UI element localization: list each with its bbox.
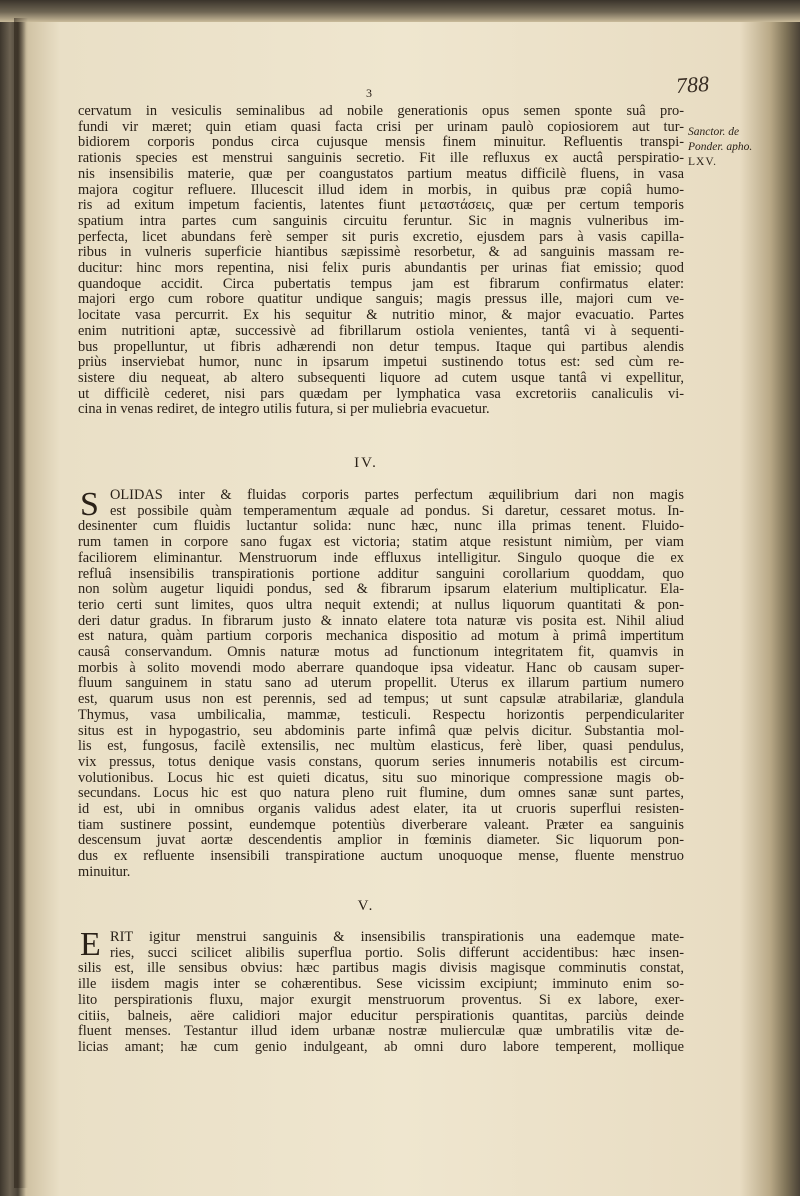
text-line: fluent menses. Testantur illud idem urbanæ nostræ mulierculæ quæ umbratilis vitæ de- bbox=[78, 1023, 684, 1040]
text-line: non solùm augetur liquidi pondus, sed & fibrarum ipsarum elaterium multiplicatur. Ela- bbox=[78, 581, 684, 598]
text-line: majori ergo cum robore quatitur undique sanguis; magis pressus ille, majori cum ve- bbox=[78, 291, 684, 308]
text-line: est, quarum usus non est perennis, sed ad tempus; ut sunt capsulæ atrabilariæ, glandula bbox=[78, 691, 684, 708]
text-line: spatium intra partes cum sanguinis circuitu feruntur. Sic in magnis vulneribus im- bbox=[78, 212, 684, 229]
text-line: locitate vasa percurrit. Ex his sequitur & nutritio minor, & major evacuatio. Partes bbox=[78, 307, 684, 324]
text-line: cervatum in vesiculis seminalibus ad nobile generationis opus semen sponte suâ pro- bbox=[78, 103, 684, 119]
text-line: causâ conservandum. Omnis naturæ motus ad functionum integritatem fit, quamvis in bbox=[78, 644, 684, 661]
text-line: enim nutritioni aptæ, successivè ad fibrillarum ostiola venientes, tantâ vi à sequenti- bbox=[78, 322, 684, 339]
text-line: deri datur gradus. In fibrarum justo & innato elatere tota naturæ vis posita est. Nihil aliud bbox=[78, 612, 684, 629]
section-heading-iv: IV. bbox=[354, 455, 378, 471]
text-line: descensum juvat aortæ descendentis amplior in fœminis diameter. Sic liquorum pon- bbox=[78, 832, 684, 849]
text-line: bus propelluntur, ut fibris adhærendi non detur tempus. Itaque qui partibus alendis bbox=[78, 338, 684, 355]
text-line: silis est, ille sensibus obvius: hæc partibus magis divisis magisque comminutis constat, bbox=[78, 960, 684, 977]
text-line: fluum sanguinem in statu sano ad uterum propellit. Uterus ex illarum partium numero bbox=[78, 675, 684, 692]
text-line: id est, ubi in omnibus organis validus adest elater, ita ut cruoris superflui resisten- bbox=[78, 801, 684, 818]
page-content bbox=[16, 18, 784, 1188]
dropcap-e: E bbox=[80, 926, 101, 963]
margin-note-line2: Ponder. apho. bbox=[688, 141, 753, 153]
text-line: citiis, balneis, aëre calidiori major educitur perspirationis quantitas, parciùs deinde bbox=[78, 1007, 684, 1024]
text-line: priùs inserviebat humor, nunc in ipsarum impetui sustinendo totus est: sed cùm re- bbox=[78, 354, 684, 371]
section-v-paragraph bbox=[78, 929, 684, 1056]
text-line: RIT igitur menstrui sanguinis & insensibilis transpirationis una eademque mate- bbox=[110, 929, 684, 945]
text-line: nis insensibilis materie, quæ per coangustatos partium meatus difficilè fluens, in vasa bbox=[78, 165, 684, 182]
section-iv-paragraph bbox=[78, 487, 684, 881]
text-line: majora cogitur refluere. Illucescit illud idem in morbis, in quibus præ copiâ humo- bbox=[78, 181, 684, 198]
text-line: perfecta, licet abundans ferè semper sit puris excretio, ejusdem pars à vasis capilla- bbox=[78, 228, 684, 245]
text-line: est possibile quàm temperamentum æquale ad pondus. Si daretur, cessaret motus. In- bbox=[110, 502, 684, 519]
text-line: lis est, fungosus, facilè extensilis, nec multùm elasticus, ferè liber, quasi pendulus, bbox=[78, 738, 684, 755]
text-line: secundans. Locus hic est quo natura pleno ruit flumine, dum omnes sanæ sunt partes, bbox=[78, 785, 684, 802]
page-number: 3 bbox=[366, 86, 372, 100]
text-line: vix pressus, totus denique vasis constans, quorum series innumeris notabilis est circum- bbox=[78, 753, 684, 770]
text-line: quandoque accidit. Circa pubertatis tempus jam est fibrarum confirmatus elater: bbox=[78, 275, 684, 292]
text-line: sistere diu nequeat, ab altero subsequenti liquore ad cutem usque tantâ vi expellitur, bbox=[78, 369, 684, 386]
text-line: ut difficilè cederet, nisi pars quædam per lymphatica vasa excretoriis canaliculis vi- bbox=[78, 385, 684, 402]
text-line: rum tamen in corpore sano fugax est victoria; statim atque resistunt nimiùm, per viam bbox=[78, 534, 684, 551]
text-line: cina in venas rediret, de integro utilis futura, si per muliebria evacuetur. bbox=[78, 401, 490, 418]
section-heading-v: V. bbox=[357, 898, 375, 914]
text-line: OLIDAS inter & fluidas corporis partes perfectum æquilibrium dari non magis bbox=[110, 487, 684, 503]
text-line: refluâ insensibilis transpirationis portione additur sanguini corollarium quoddam, quo bbox=[78, 565, 684, 582]
text-line: morbis à solito movendi modo aberrare quandoque ipsa videatur. Hanc ob causam super- bbox=[78, 659, 684, 676]
margin-note-number: LXV. bbox=[688, 156, 718, 168]
text-line: bidiorem corporis pondus circa cujusque mensis finem minuitur. Refluentis transpi- bbox=[78, 134, 684, 151]
text-line: licias amant; hæ cum genio indulgeant, ab omni duro labore temperent, mollique bbox=[78, 1038, 684, 1055]
text-line: fundi vir mæret; quin etiam quasi facta crisi per urinam paulò copiosiorem aut tur- bbox=[78, 118, 684, 135]
handwritten-folio: 788 bbox=[675, 70, 710, 99]
dropcap-s: S bbox=[80, 486, 99, 523]
text-line: ille iisdem magis inter se cohærentibus. Sese vicissim excipiunt; imminuto enim so- bbox=[78, 976, 684, 993]
text-line: desinenter cum fluidis luctantur solida: nunc hæc, nunc illa primas tenent. Fluido- bbox=[78, 518, 684, 535]
text-line: volutionibus. Locus hic est quieti dicatus, situ suo minorique compressione magis ob- bbox=[78, 769, 684, 786]
text-line: ribus in vulneris superficie hiantibus sæpissimè resorbetur, & ad sanguinis massam re- bbox=[78, 244, 684, 261]
text-line: minuitur. bbox=[78, 863, 131, 880]
margin-note bbox=[688, 125, 776, 170]
text-line: Thymus, vasa umbilicalia, mammæ, testiculi. Respectu horizontis perpendiculariter bbox=[78, 706, 684, 723]
text-line: ris ad exitum impetum facientis, latentes fiunt μεταστάσεις, quæ per certum temporis bbox=[78, 197, 684, 214]
text-line: lito perspirationis fluxu, major exurgit menstruorum proventus. Si ex labore, exer- bbox=[78, 991, 684, 1008]
margin-note-line1: Sanctor. de bbox=[688, 126, 740, 138]
text-line: est natura, quàm partium corporis mechanica dispositio ad motum à primâ impertitum bbox=[78, 628, 684, 645]
continuation-paragraph bbox=[78, 104, 684, 418]
text-line: terio certi sunt limites, quos ultra nequit extendi; at nullus liquorum quantitati & pon- bbox=[78, 596, 684, 613]
text-line: faciliorem eliminantur. Menstruorum inde effluxus intelligitur. Singulo quoque die ex bbox=[78, 549, 684, 566]
text-line: rationis species est menstrui sanguinis secretio. Fit ille refluxus ex auctâ perspiratio- bbox=[78, 150, 684, 167]
text-line: tiam sustinere possint, eundemque potentiùs diverberare valeant. Præter ea sanguinis bbox=[78, 816, 684, 833]
text-line: situs est in hypogastrio, seu abdominis parte infimâ quæ pelvis dicitur. Substantia mol- bbox=[78, 722, 684, 739]
text-line: ries, succi scilicet alibilis superflua portio. Solis differunt accidentibus: hæc insen- bbox=[110, 944, 684, 961]
text-line: ducitur: hinc mors repentina, nisi felix puris abundantis per urinas fiat emissio; quod bbox=[78, 260, 684, 277]
text-line: dus ex refluente insensibili transpiratione auctum unoquoque mense, fluente menstruo bbox=[78, 848, 684, 865]
